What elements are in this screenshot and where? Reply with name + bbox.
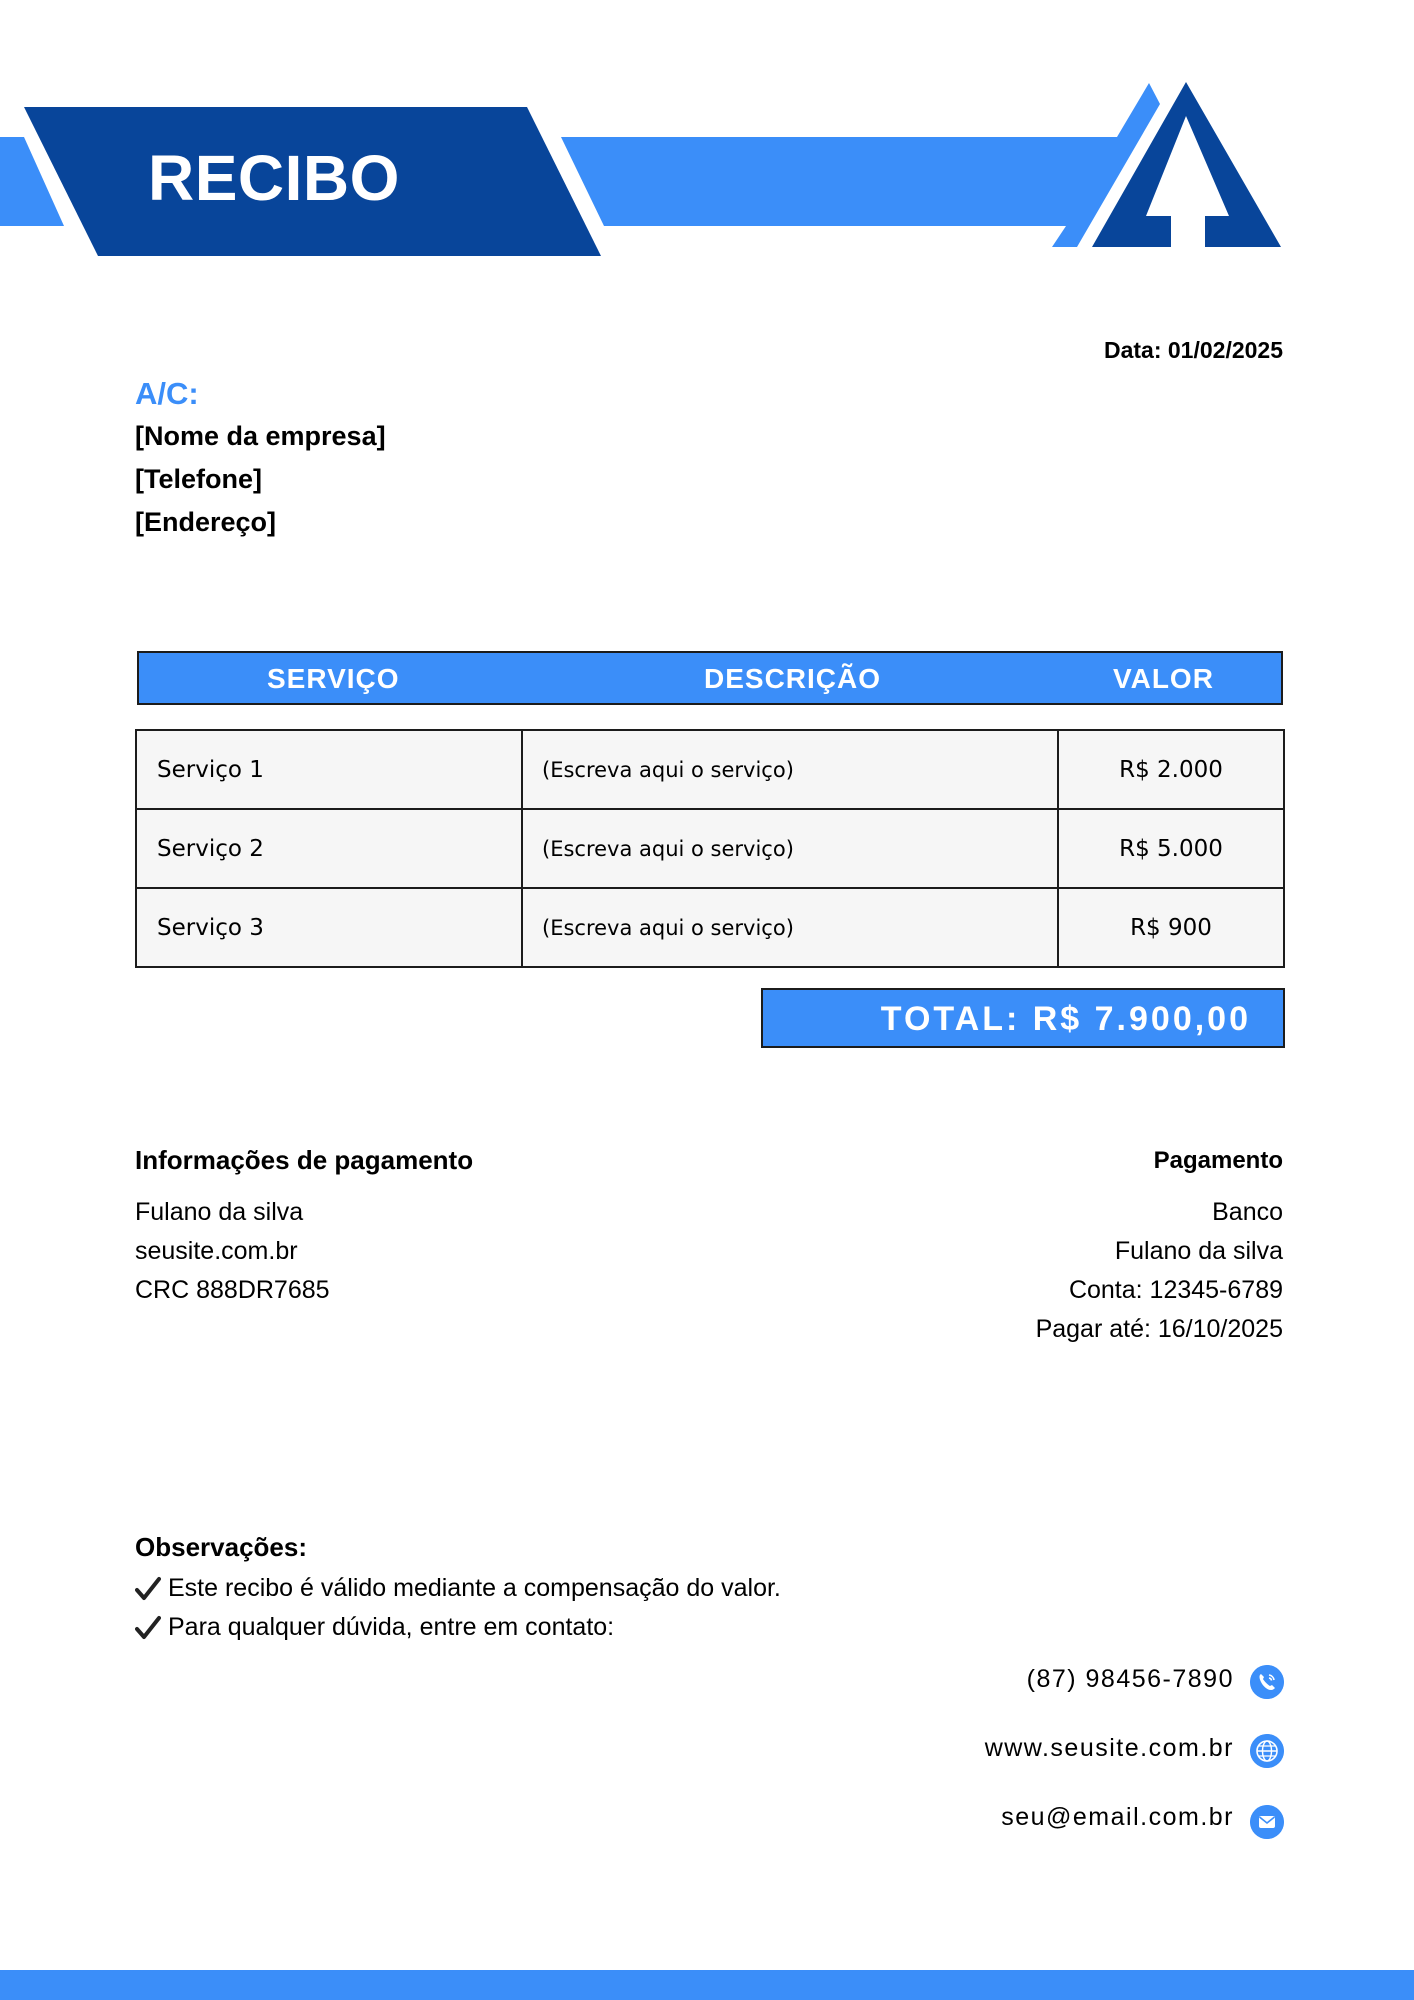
globe-icon[interactable] — [1250, 1734, 1284, 1768]
column-header-service: SERVIÇO — [267, 663, 400, 694]
observation-item — [135, 1574, 781, 1603]
payment-info-website: seusite.com.br — [135, 1237, 298, 1265]
total-amount: TOTAL: R$ 7.900,00 — [880, 1000, 1251, 1038]
client-company-name: [Nome da empresa] — [135, 421, 386, 451]
observation-text: Este recibo é válido mediante a compensação do valor. — [168, 1574, 781, 1602]
payment-info-name: Fulano da silva — [135, 1198, 304, 1226]
middle-accent-band — [561, 83, 1160, 247]
payment-info-crc: CRC 888DR7685 — [135, 1276, 330, 1304]
description-cell: (Escreva aqui o serviço) — [522, 809, 1058, 888]
client-address: [Endereço] — [135, 507, 277, 537]
payment-holder: Fulano da silva — [1114, 1237, 1283, 1265]
observations-title: Observações: — [135, 1532, 307, 1562]
table-row — [136, 730, 1284, 809]
checkmark-icon — [135, 1615, 161, 1641]
document-title: RECIBO — [148, 142, 400, 214]
description-cell: (Escreva aqui o serviço) — [522, 730, 1058, 809]
table-row — [136, 888, 1284, 967]
header-banner — [0, 0, 1414, 280]
payment-title: Pagamento — [1153, 1147, 1283, 1174]
receipt-date: Data: 01/02/2025 — [1103, 337, 1283, 363]
payment-account: Conta: 12345-6789 — [1068, 1276, 1283, 1304]
contact-phone[interactable]: (87) 98456-7890 — [1026, 1665, 1234, 1693]
table-header — [137, 651, 1283, 705]
description-cell: (Escreva aqui o serviço) — [522, 888, 1058, 967]
value-cell: R$ 5.000 — [1058, 809, 1284, 888]
phone-icon[interactable] — [1250, 1665, 1284, 1699]
service-cell: Serviço 3 — [136, 888, 522, 967]
service-cell: Serviço 1 — [136, 730, 522, 809]
service-cell: Serviço 2 — [136, 809, 522, 888]
client-phone: [Telefone] — [135, 464, 262, 494]
column-header-description: DESCRIÇÃO — [704, 663, 882, 694]
checkmark-icon — [135, 1576, 161, 1602]
payment-due-date: Pagar até: 16/10/2025 — [1035, 1315, 1283, 1343]
contact-email[interactable]: seu@email.com.br — [1001, 1803, 1234, 1831]
services-table — [135, 729, 1285, 968]
value-cell: R$ 2.000 — [1058, 730, 1284, 809]
payment-bank: Banco — [1212, 1198, 1283, 1226]
footer-bar — [0, 1970, 1414, 2000]
observation-item — [135, 1613, 614, 1642]
contact-website[interactable]: www.seusite.com.br — [984, 1734, 1234, 1762]
total-box — [761, 988, 1285, 1048]
mail-icon[interactable] — [1250, 1805, 1284, 1839]
observation-text: Para qualquer dúvida, entre em contato: — [168, 1613, 615, 1641]
payment-info-title: Informações de pagamento — [135, 1145, 474, 1175]
table-row — [136, 809, 1284, 888]
client-label: A/C: — [135, 376, 199, 411]
column-header-value: VALOR — [1113, 663, 1214, 694]
value-cell: R$ 900 — [1058, 888, 1284, 967]
